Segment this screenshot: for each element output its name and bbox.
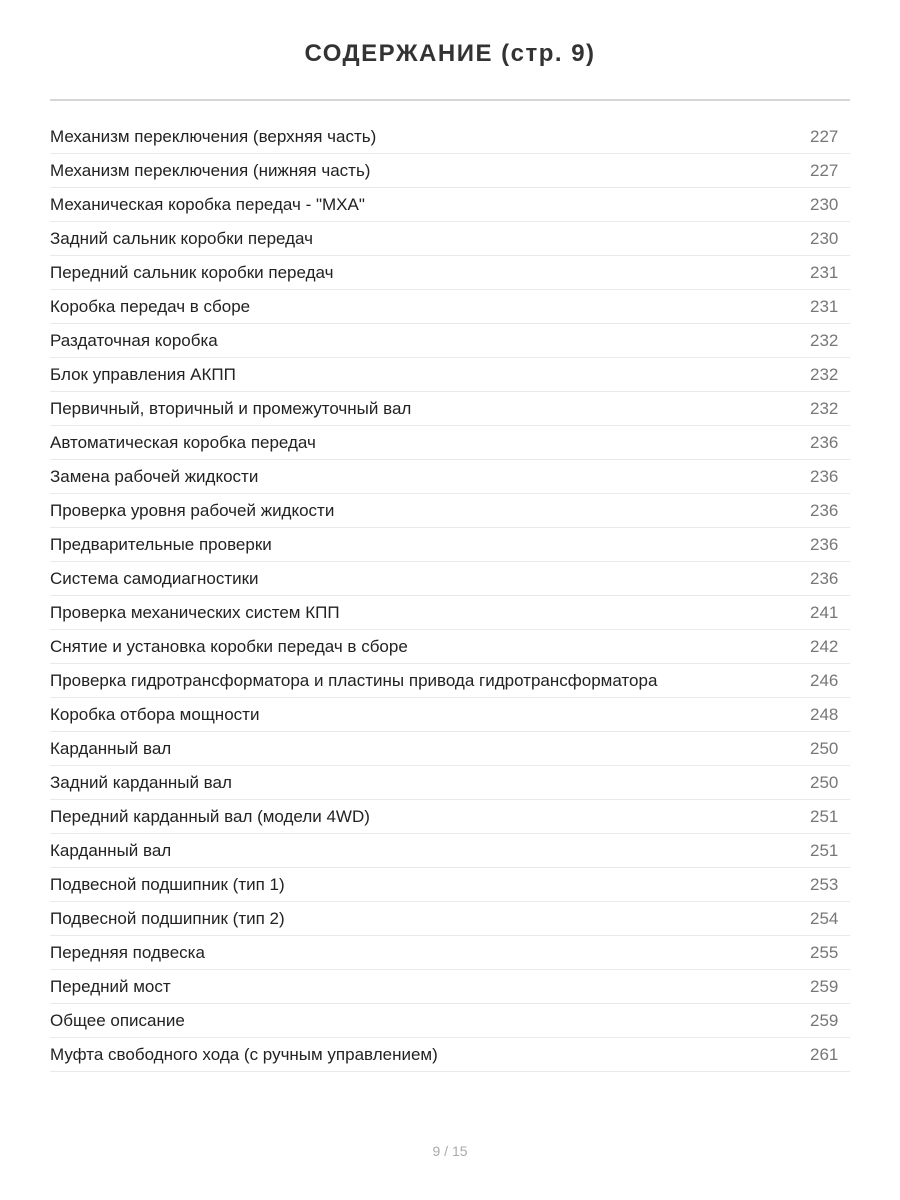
- toc-entry-page-number: 253: [810, 874, 839, 894]
- toc-entry-page-number: 232: [810, 398, 839, 418]
- toc-entry-page-number: 248: [810, 704, 839, 724]
- toc-entry-page-number: 259: [810, 1010, 839, 1030]
- toc-entry-title: Муфта свободного хода (с ручным управлением): [50, 1044, 438, 1064]
- toc-entry-title: Первичный, вторичный и промежуточный вал: [50, 398, 412, 418]
- toc-entry-title: Блок управления АКПП: [50, 364, 236, 384]
- toc-entry-page-number: 255: [810, 942, 839, 962]
- toc-entry-page-number: 232: [810, 330, 839, 350]
- toc-entry[interactable]: [50, 596, 850, 630]
- toc-entry-title: Подвесной подшипник (тип 1): [50, 874, 285, 894]
- toc-entry-page-number: 254: [810, 908, 839, 928]
- toc-entry-page-number: 236: [810, 432, 839, 452]
- toc-entry[interactable]: [50, 834, 850, 868]
- toc-entry-page-number: 227: [810, 160, 839, 180]
- toc-entry-title: Проверка механических систем КПП: [50, 602, 340, 622]
- toc-entry-title: Карданный вал: [50, 738, 172, 758]
- toc-entry-page-number: 230: [810, 194, 839, 214]
- toc-entry-title: Проверка гидротрансформатора и пластины привода гидротрансформатора: [50, 670, 658, 690]
- toc-entry-page-number: 230: [810, 228, 839, 248]
- toc-entry[interactable]: [50, 1004, 850, 1038]
- toc-entry[interactable]: [50, 902, 850, 936]
- toc-entry-page-number: 251: [810, 840, 839, 860]
- toc-entry-title: Передний карданный вал (модели 4WD): [50, 806, 370, 826]
- toc-entry-page-number: 231: [810, 262, 839, 282]
- toc-entry[interactable]: [50, 1038, 850, 1072]
- toc-entry[interactable]: [50, 528, 850, 562]
- toc-entry-title: Снятие и установка коробки передач в сборе: [50, 636, 408, 656]
- toc-entry[interactable]: [50, 188, 850, 222]
- toc-entry[interactable]: [50, 392, 850, 426]
- toc-entry-title: Система самодиагностики: [50, 568, 259, 588]
- toc-entry-page-number: 242: [810, 636, 839, 656]
- toc-entry-title: Замена рабочей жидкости: [50, 466, 259, 486]
- toc-entry[interactable]: [50, 936, 850, 970]
- page-title: СОДЕРЖАНИЕ (стр. 9): [304, 40, 596, 67]
- toc-entry[interactable]: [50, 970, 850, 1004]
- toc-entry[interactable]: [50, 766, 850, 800]
- toc-entry[interactable]: [50, 222, 850, 256]
- toc-entry-title: Механизм переключения (нижняя часть): [50, 160, 371, 180]
- toc-entry-title: Коробка отбора мощности: [50, 704, 260, 724]
- toc-entry[interactable]: [50, 460, 850, 494]
- toc-entry-title: Задний карданный вал: [50, 772, 232, 792]
- table-of-contents: [50, 120, 850, 1072]
- toc-entry-page-number: 227: [810, 126, 839, 146]
- toc-entry-page-number: 251: [810, 806, 839, 826]
- toc-entry-page-number: 236: [810, 500, 839, 520]
- toc-entry[interactable]: [50, 256, 850, 290]
- toc-entry[interactable]: [50, 120, 850, 154]
- toc-entry[interactable]: [50, 562, 850, 596]
- toc-entry-title: Подвесной подшипник (тип 2): [50, 908, 285, 928]
- toc-entry-title: Коробка передач в сборе: [50, 296, 251, 316]
- page-indicator: 9 / 15: [432, 1143, 468, 1159]
- toc-entry-page-number: 231: [810, 296, 839, 316]
- toc-entry-page-number: 261: [810, 1044, 839, 1064]
- toc-entry-page-number: 236: [810, 534, 839, 554]
- toc-entry-title: Раздаточная коробка: [50, 330, 218, 350]
- toc-entry[interactable]: [50, 426, 850, 460]
- toc-entry[interactable]: [50, 698, 850, 732]
- toc-entry-page-number: 236: [810, 466, 839, 486]
- toc-entry[interactable]: [50, 664, 850, 698]
- toc-entry-page-number: 232: [810, 364, 839, 384]
- toc-entry-title: Механическая коробка передач - "MXA": [50, 194, 365, 214]
- toc-entry-title: Передний сальник коробки передач: [50, 262, 334, 282]
- toc-entry[interactable]: [50, 324, 850, 358]
- toc-entry[interactable]: [50, 154, 850, 188]
- toc-entry-page-number: 250: [810, 738, 839, 758]
- toc-entry-page-number: 246: [810, 670, 839, 690]
- toc-entry[interactable]: [50, 732, 850, 766]
- toc-entry-page-number: 236: [810, 568, 839, 588]
- toc-entry-title: Задний сальник коробки передач: [50, 228, 313, 248]
- toc-entry-title: Проверка уровня рабочей жидкости: [50, 500, 335, 520]
- toc-entry[interactable]: [50, 868, 850, 902]
- toc-entry-title: Предварительные проверки: [50, 534, 272, 554]
- toc-entry-title: Карданный вал: [50, 840, 172, 860]
- toc-entry[interactable]: [50, 358, 850, 392]
- toc-entry-title: Общее описание: [50, 1010, 185, 1030]
- toc-entry[interactable]: [50, 290, 850, 324]
- title-divider: [50, 99, 850, 101]
- toc-entry[interactable]: [50, 630, 850, 664]
- toc-entry-page-number: 241: [810, 602, 839, 622]
- toc-entry-title: Механизм переключения (верхняя часть): [50, 126, 377, 146]
- toc-entry[interactable]: [50, 800, 850, 834]
- toc-entry-title: Передняя подвеска: [50, 942, 205, 962]
- toc-entry-page-number: 250: [810, 772, 839, 792]
- toc-entry[interactable]: [50, 494, 850, 528]
- toc-entry-title: Автоматическая коробка передач: [50, 432, 316, 452]
- toc-entry-title: Передний мост: [50, 976, 171, 996]
- toc-entry-page-number: 259: [810, 976, 839, 996]
